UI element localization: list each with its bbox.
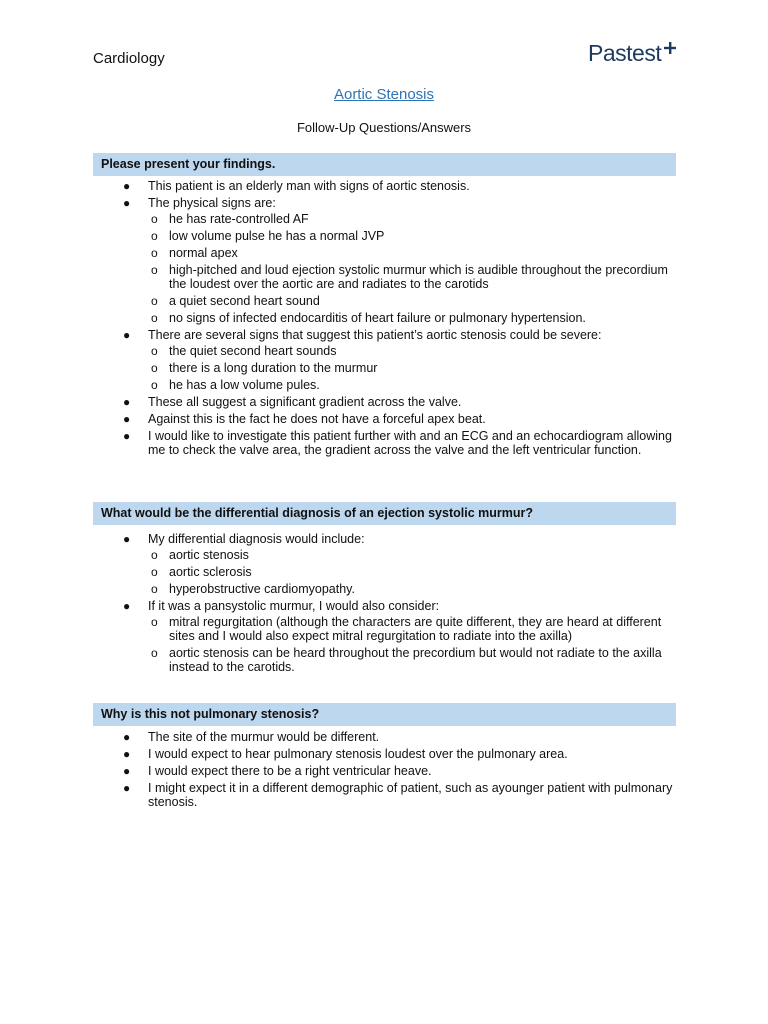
item-text: I would expect to hear pulmonary stenosis loudest over the pulmonary area. xyxy=(148,747,568,761)
circle-bullet-icon: o xyxy=(151,378,158,392)
sub-list-item xyxy=(148,263,676,291)
bullet-list xyxy=(93,730,676,809)
sub-list-item xyxy=(148,229,676,243)
logo-text: Pastest xyxy=(588,40,662,66)
sub-item-text: high-pitched and loud ejection systolic murmur which is audible throughout the precordium the loudest over the aortic are and radiates to the carotids xyxy=(169,263,668,291)
sub-item-text: the quiet second heart sounds xyxy=(169,344,337,358)
circle-bullet-icon: o xyxy=(151,361,158,375)
sub-list-item xyxy=(148,294,676,308)
circle-bullet-icon: o xyxy=(151,344,158,358)
sub-item-text: aortic stenosis can be heard throughout the precordium but would not radiate to the axilla instead to the carotids. xyxy=(169,646,662,674)
list-item xyxy=(93,730,676,744)
bullet-icon: ● xyxy=(123,179,131,193)
sub-list-item xyxy=(148,646,676,674)
bullet-list xyxy=(93,532,676,674)
pastest-logo xyxy=(588,40,678,68)
circle-bullet-icon: o xyxy=(151,646,158,660)
sub-item-text: hyperobstructive cardiomyopathy. xyxy=(169,582,355,596)
document-subtitle: Follow-Up Questions/Answers xyxy=(296,120,472,135)
item-text: I would expect there to be a right ventricular heave. xyxy=(148,764,432,778)
section-heading-pulmonary: Why is this not pulmonary stenosis? xyxy=(93,703,676,726)
section-body-differential xyxy=(93,532,676,677)
sub-list-item xyxy=(148,311,676,325)
list-item xyxy=(93,328,676,392)
bullet-icon: ● xyxy=(123,747,131,761)
sub-list-item xyxy=(148,344,676,358)
bullet-icon: ● xyxy=(123,395,131,409)
circle-bullet-icon: o xyxy=(151,246,158,260)
sub-item-text: he has a low volume pules. xyxy=(169,378,320,392)
circle-bullet-icon: o xyxy=(151,311,158,325)
circle-bullet-icon: o xyxy=(151,582,158,596)
page-subject: Cardiology xyxy=(93,50,165,67)
sub-item-text: low volume pulse he has a normal JVP xyxy=(169,229,385,243)
list-item xyxy=(93,532,676,596)
sub-item-text: no signs of infected endocarditis of heart failure or pulmonary hypertension. xyxy=(169,311,586,325)
sub-list-item xyxy=(148,246,676,260)
bullet-icon: ● xyxy=(123,429,131,443)
sub-list-item xyxy=(148,565,676,579)
list-item xyxy=(93,395,676,409)
list-item xyxy=(93,764,676,778)
sub-list xyxy=(148,212,676,325)
item-text: There are several signs that suggest this patient’s aortic stenosis could be severe: xyxy=(148,328,602,342)
document-title xyxy=(0,86,768,103)
section-heading-findings: Please present your findings. xyxy=(93,153,676,176)
circle-bullet-icon: o xyxy=(151,263,158,277)
bullet-icon: ● xyxy=(123,764,131,778)
list-item xyxy=(93,429,676,457)
section-heading-differential: What would be the differential diagnosis of an ejection systolic murmur? xyxy=(93,502,676,525)
item-text: The physical signs are: xyxy=(148,196,276,210)
sub-item-text: a quiet second heart sound xyxy=(169,294,320,308)
item-text: I might expect it in a different demographic of patient, such as ayounger patient with pulmonary stenosis. xyxy=(148,781,673,809)
circle-bullet-icon: o xyxy=(151,229,158,243)
section-body-findings xyxy=(93,179,676,460)
bullet-list xyxy=(93,179,676,457)
sub-list-item xyxy=(148,582,676,596)
circle-bullet-icon: o xyxy=(151,212,158,226)
plus-icon xyxy=(664,42,676,54)
circle-bullet-icon: o xyxy=(151,565,158,579)
sub-item-text: there is a long duration to the murmur xyxy=(169,361,378,375)
sub-list-item xyxy=(148,615,676,643)
item-text: The site of the murmur would be different. xyxy=(148,730,380,744)
bullet-icon: ● xyxy=(123,412,131,426)
title-link[interactable]: Aortic Stenosis xyxy=(333,86,435,103)
sub-list xyxy=(148,548,676,596)
bullet-icon: ● xyxy=(123,781,131,795)
list-item xyxy=(93,179,676,193)
sub-item-text: normal apex xyxy=(169,246,238,260)
list-item xyxy=(93,747,676,761)
sub-item-text: aortic sclerosis xyxy=(169,565,252,579)
sub-item-text: mitral regurgitation (although the characters are quite different, they are heard at different sites and I would also expect mitral regurgitation to radiate into the axilla) xyxy=(169,615,662,643)
bullet-icon: ● xyxy=(123,328,131,342)
sub-list xyxy=(148,344,676,392)
item-text: These all suggest a significant gradient across the valve. xyxy=(148,395,462,409)
item-text: My differential diagnosis would include: xyxy=(148,532,365,546)
item-text: Against this is the fact he does not have a forceful apex beat. xyxy=(148,412,486,426)
bullet-icon: ● xyxy=(123,196,131,210)
item-text: I would like to investigate this patient further with and an ECG and an echocardiogram allowing me to check the valve area, the gradient across the valve and the left ventricular function. xyxy=(148,429,672,457)
bullet-icon: ● xyxy=(123,532,131,546)
section-body-pulmonary xyxy=(93,730,676,812)
sub-list xyxy=(148,615,676,674)
sub-list-item xyxy=(148,212,676,226)
circle-bullet-icon: o xyxy=(151,548,158,562)
bullet-icon: ● xyxy=(123,730,131,744)
item-text: This patient is an elderly man with signs of aortic stenosis. xyxy=(148,179,470,193)
bullet-icon: ● xyxy=(123,599,131,613)
list-item xyxy=(93,196,676,325)
sub-item-text: he has rate-controlled AF xyxy=(169,212,309,226)
sub-item-text: aortic stenosis xyxy=(169,548,249,562)
item-text: If it was a pansystolic murmur, I would also consider: xyxy=(148,599,440,613)
circle-bullet-icon: o xyxy=(151,615,158,629)
sub-list-item xyxy=(148,378,676,392)
sub-list-item xyxy=(148,548,676,562)
sub-list-item xyxy=(148,361,676,375)
list-item xyxy=(93,599,676,674)
list-item xyxy=(93,412,676,426)
circle-bullet-icon: o xyxy=(151,294,158,308)
list-item xyxy=(93,781,676,809)
